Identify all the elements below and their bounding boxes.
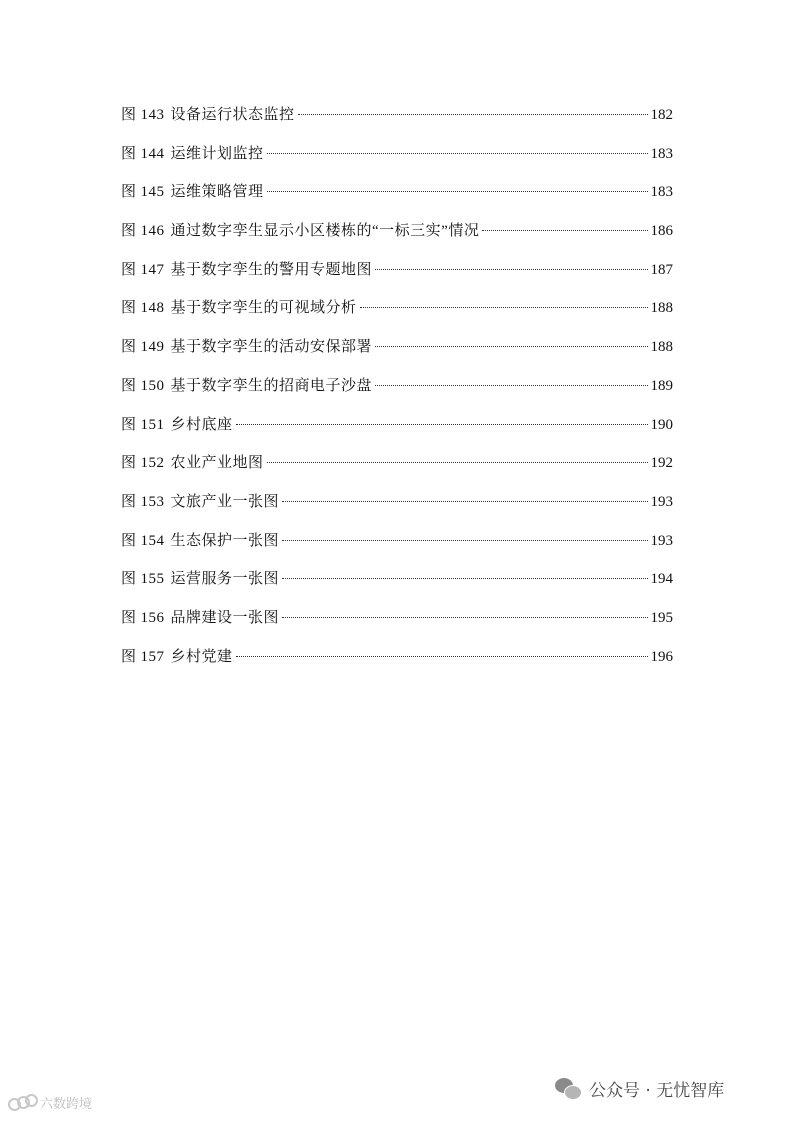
toc-entry-label <box>121 607 279 629</box>
toc-entry-label <box>121 336 372 358</box>
figure-number: 143 <box>140 107 165 123</box>
toc-entry[interactable] <box>121 568 673 607</box>
figure-prefix: 图 <box>121 107 137 123</box>
figure-prefix: 图 <box>121 377 137 394</box>
toc-entry[interactable] <box>121 375 673 414</box>
figure-title: 基于数字孪生的活动安保部署 <box>170 339 373 356</box>
figure-number: 152 <box>140 455 165 472</box>
dot-leader <box>375 269 647 270</box>
wechat-icon <box>555 1078 581 1100</box>
figure-number: 155 <box>140 571 165 588</box>
figure-title: 运营服务一张图 <box>170 571 280 588</box>
figure-number: 147 <box>140 261 165 278</box>
dot-leader <box>360 307 648 308</box>
page-number: 193 <box>650 493 673 510</box>
toc-entry-label <box>121 259 372 281</box>
figure-number: 149 <box>140 339 165 356</box>
toc-entry-label <box>121 491 279 513</box>
dot-leader <box>282 501 647 502</box>
brand-logo-icon <box>8 1094 36 1112</box>
brand-watermark-text: 六数跨境 <box>40 1097 93 1112</box>
page-number: 183 <box>650 145 673 162</box>
figure-prefix: 图 <box>121 493 137 510</box>
dot-leader <box>282 540 647 541</box>
dot-leader <box>375 385 647 386</box>
page-number: 188 <box>650 300 673 317</box>
dot-leader <box>236 656 648 657</box>
wechat-watermark-text: 公众号 · 无忧智库 <box>589 1081 725 1101</box>
toc-entry-label <box>121 104 295 126</box>
page-number: 190 <box>650 416 673 433</box>
toc-entry[interactable] <box>121 452 673 491</box>
figure-prefix: 图 <box>121 455 137 472</box>
toc-entry-label <box>121 646 233 668</box>
figure-prefix: 图 <box>121 184 137 201</box>
figure-prefix: 图 <box>121 223 137 240</box>
figure-title: 通过数字孪生显示小区楼栋的“一标三实”情况 <box>170 223 480 240</box>
dot-leader <box>282 578 647 579</box>
figure-title: 运维计划监控 <box>170 145 264 162</box>
figure-prefix: 图 <box>121 571 137 588</box>
figure-number: 148 <box>140 300 165 317</box>
figure-title: 基于数字孪生的招商电子沙盘 <box>170 377 373 394</box>
figure-number: 153 <box>140 493 165 510</box>
figure-title: 基于数字孪生的可视域分析 <box>170 300 357 317</box>
toc-entry-label <box>121 297 357 319</box>
dot-leader <box>375 346 647 347</box>
figure-number: 144 <box>140 145 165 162</box>
page-number: 192 <box>650 455 673 472</box>
figure-number: 154 <box>140 532 165 549</box>
figure-title: 乡村底座 <box>170 416 233 433</box>
page-number: 186 <box>650 223 673 240</box>
toc-entry[interactable] <box>121 530 673 569</box>
figure-title: 农业产业地图 <box>170 455 264 472</box>
figure-number: 150 <box>140 377 165 394</box>
toc-entry[interactable] <box>121 646 673 685</box>
page-number: 195 <box>650 609 673 626</box>
page-number: 183 <box>650 184 673 201</box>
page-number: 194 <box>650 571 673 588</box>
figure-prefix: 图 <box>121 261 137 278</box>
dot-leader <box>267 153 648 154</box>
toc-entry[interactable] <box>121 297 673 336</box>
figure-title: 文旅产业一张图 <box>170 493 280 510</box>
figure-prefix: 图 <box>121 609 137 626</box>
figure-number: 146 <box>140 223 165 240</box>
toc-entry[interactable] <box>121 181 673 220</box>
page-number: 196 <box>650 648 673 665</box>
toc-entry-label <box>121 181 264 203</box>
figure-title: 品牌建设一张图 <box>170 609 280 626</box>
dot-leader <box>482 230 647 231</box>
page-number: 189 <box>650 377 673 394</box>
dot-leader <box>236 424 648 425</box>
page-number: 187 <box>650 261 673 278</box>
figure-title: 基于数字孪生的警用专题地图 <box>170 261 373 278</box>
toc-entry-label <box>121 375 372 397</box>
page-number: 193 <box>650 532 673 549</box>
figure-prefix: 图 <box>121 145 137 162</box>
figure-number: 157 <box>140 648 165 665</box>
toc-entry-label <box>121 220 479 242</box>
toc-entry[interactable] <box>121 259 673 298</box>
figure-prefix: 图 <box>121 532 137 549</box>
figure-number: 145 <box>140 184 165 201</box>
figure-title: 运维策略管理 <box>170 184 264 201</box>
toc-entry-label <box>121 568 279 590</box>
figure-number: 156 <box>140 609 165 626</box>
dot-leader <box>282 617 647 618</box>
toc-entry-label <box>121 414 233 436</box>
brand-watermark <box>8 1093 92 1112</box>
dot-leader <box>298 114 648 115</box>
page-number: 182 <box>650 107 673 123</box>
toc-entry-label <box>121 530 279 552</box>
figure-title: 乡村党建 <box>170 648 233 665</box>
figure-prefix: 图 <box>121 416 137 433</box>
toc-entry[interactable] <box>121 491 673 530</box>
wechat-watermark <box>555 1076 724 1101</box>
toc-entry[interactable] <box>121 220 673 259</box>
figure-title: 生态保护一张图 <box>170 532 280 549</box>
figure-number: 151 <box>140 416 165 433</box>
toc-entry[interactable] <box>121 104 673 143</box>
figure-prefix: 图 <box>121 339 137 356</box>
toc-entry[interactable] <box>121 414 673 453</box>
page-number: 188 <box>650 339 673 356</box>
dot-leader <box>267 191 648 192</box>
table-of-figures <box>121 104 673 684</box>
toc-entry[interactable] <box>121 336 673 375</box>
toc-entry-label <box>121 452 264 474</box>
figure-title: 设备运行状态监控 <box>170 107 295 123</box>
toc-entry[interactable] <box>121 607 673 646</box>
toc-entry[interactable] <box>121 143 673 182</box>
dot-leader <box>267 462 648 463</box>
toc-entry-label <box>121 143 264 165</box>
figure-prefix: 图 <box>121 300 137 317</box>
figure-prefix: 图 <box>121 648 137 665</box>
